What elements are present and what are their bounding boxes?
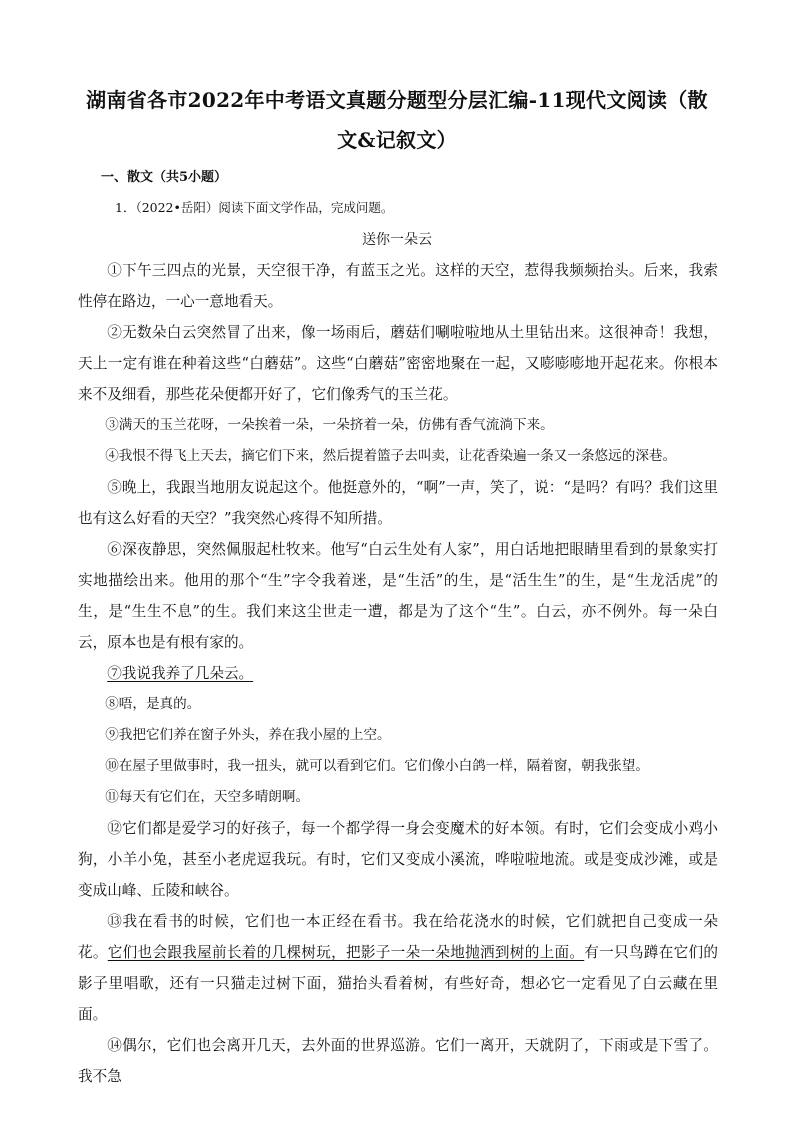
paragraph-13-part-3: 有一只鸟蹲在它们的影子里唱歌，还有一只猫走过树下面，猫抬头看着树，有些好奇，想必它一定看见了白云藏在里面。 bbox=[78, 944, 718, 1023]
paragraph-3: ③满天的玉兰花呀，一朵挨着一朵，一朵挤着一朵，仿佛有香气流淌下来。 bbox=[105, 417, 554, 433]
underlined-sentence-13: 它们也会跟我屋前长着的几棵树玩，把影子一朵一朵地抛洒到树的上面。 bbox=[107, 944, 585, 961]
paragraph-4: ④我恨不得飞上天去，摘它们下来，然后提着篮子去叫卖，让花香染遍一条又一条悠远的深巷。 bbox=[105, 448, 677, 464]
section-heading: 一、散文（共5小题） bbox=[101, 170, 228, 185]
document-title bbox=[60, 80, 734, 160]
paragraph-6: ⑥深夜静思，突然佩服起杜牧来。他写“白云生处有人家”，用白话地把眼睛里看到的景象实打实地描绘出来。他用的那个“生”字令我着迷，是“生活”的生，是“活生生”的生，是“生龙活虎”的生，是“生生不息”的生。我们来这尘世走一遭，都是为了这个“生”。白云，亦不例外。每一朵白云，原本也是有根有家的。 bbox=[78, 541, 718, 651]
paragraph-5: ⑤晚上，我跟当地朋友说起这个。他挺意外的，“啊”一声，笑了，说：“是吗？有吗？我们这里也有这么好看的天空？”我突然心疼得不知所措。 bbox=[78, 479, 718, 527]
paragraph-14: ⑭偶尔，它们也会离开几天，去外面的世界巡游。它们一离开，天就阴了，下雨或是下雪了。我不急 bbox=[78, 1037, 718, 1085]
paragraph-2: ②无数朵白云突然冒了出来，像一场雨后，蘑菇们唰啦啦地从土里钻出来。这很神奇！我想，天上一定有谁在种着这些“白蘑菇”。这些“白蘑菇”密密地聚在一起，又嘭嘭嘭地开起花来。你根本来不及细看，那些花朵便都开好了，它们像秀气的玉兰花。 bbox=[78, 324, 718, 403]
underlined-sentence-7: ⑦我说我养了几朵云。 bbox=[107, 665, 254, 682]
title-line-2: 文&记叙文） bbox=[337, 128, 457, 152]
paragraph-12: ⑫它们都是爱学习的好孩子，每一个都学得一身会变魔术的好本领。有时，它们会变成小鸡小狗，小羊小兔，甚至小老虎逗我玩。有时，它们又变成小溪流，哗啦啦地流。或是变成沙滩，或是变成山峰、丘陵和峡谷。 bbox=[78, 820, 718, 899]
title-line-1: 湖南省各市2022年中考语文真题分题型分层汇编-11现代文阅读（散 bbox=[86, 88, 708, 112]
paragraph-10: ⑩在屋子里做事时，我一扭头，就可以看到它们。它们像小白鸽一样，隔着窗，朝我张望。 bbox=[105, 758, 649, 774]
article-body bbox=[78, 255, 718, 1092]
paragraph-9: ⑨我把它们养在窗子外头，养在我小屋的上空。 bbox=[105, 727, 391, 743]
paragraph-13 bbox=[78, 906, 718, 1030]
paragraph-1: ①下午三四点的光景，天空很干净，有蓝玉之光。这样的天空，惹得我频频抬头。后来，我索性停在路边，一心一意地看天。 bbox=[78, 262, 718, 310]
paragraph-11: ⑪每天有它们在，天空多晴朗啊。 bbox=[105, 789, 310, 805]
paragraph-13-part-1: ⑬我在看书的时候，它们也一本正经在看书。我在给花浇水的时候，它们就把自己变成一朵花。 bbox=[78, 913, 718, 961]
paragraph-8: ⑧唔，是真的。 bbox=[105, 696, 201, 712]
question-intro: 1．（2022•岳阳）阅读下面文学作品，完成问题。 bbox=[115, 200, 394, 215]
article-title: 送你一朵云 bbox=[362, 232, 432, 248]
paragraph-7 bbox=[78, 658, 718, 689]
